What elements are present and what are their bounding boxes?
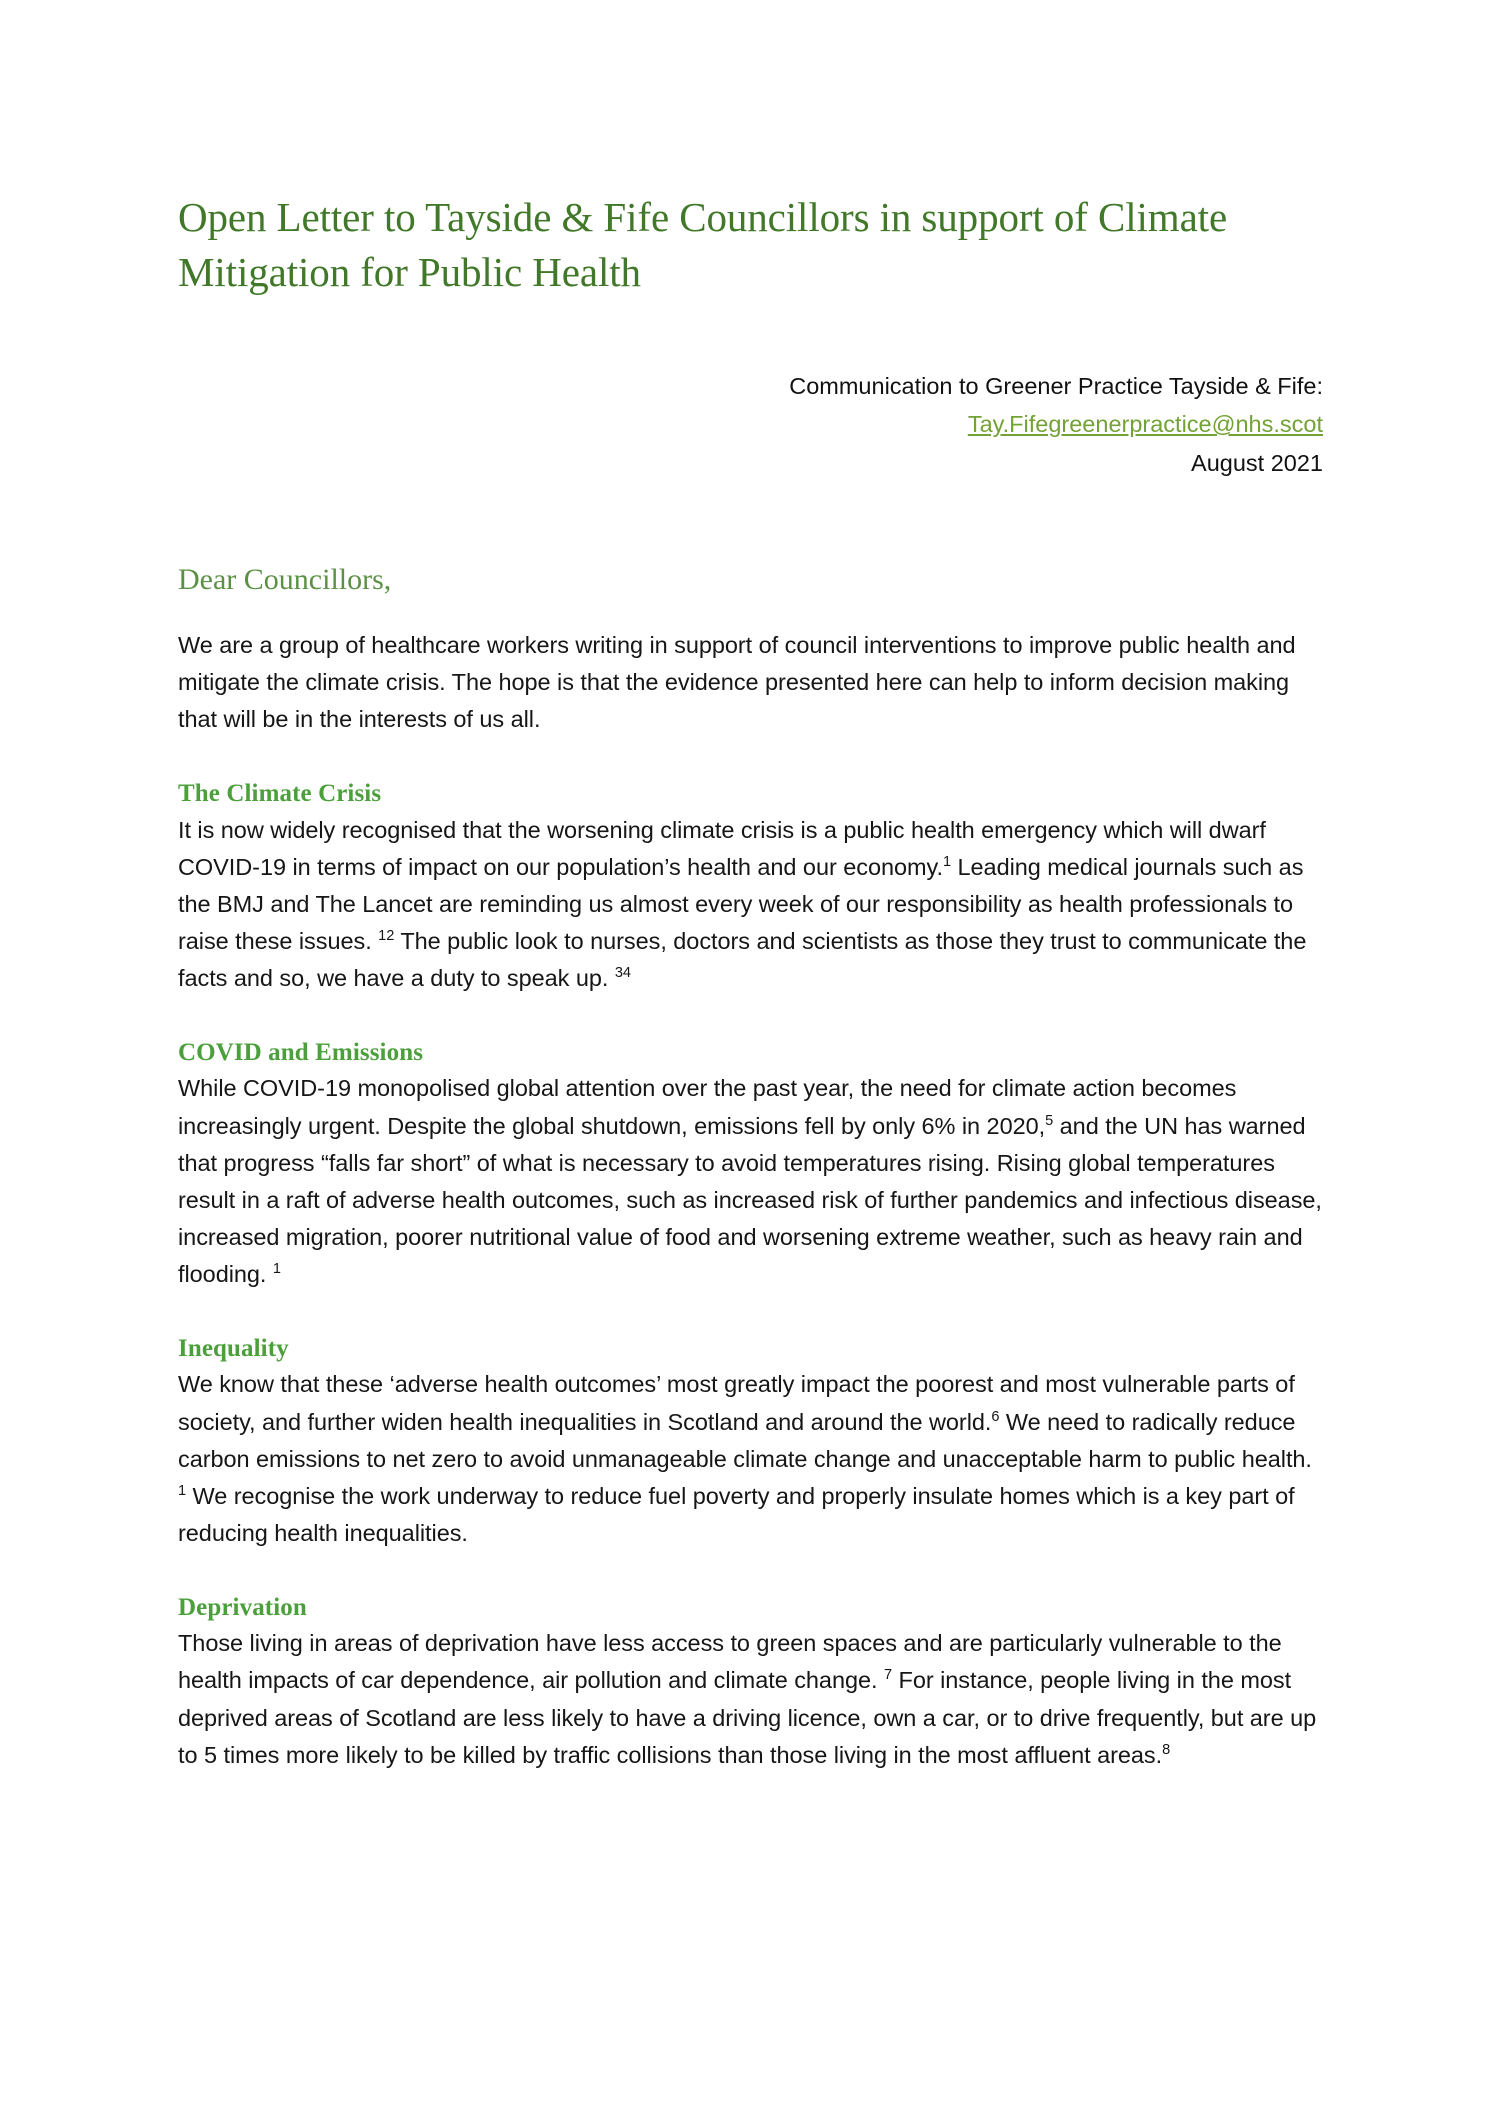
footnote-ref: 1 — [942, 853, 952, 870]
footnote-ref: 1 — [272, 1261, 281, 1278]
page-title: Open Letter to Tayside & Fife Councillors in support of Climate Mitigation for Public Health — [178, 194, 1228, 295]
footnote-ref: 12 — [378, 928, 395, 945]
text-run: For instance, people living in the most deprived areas of Scotland are less likely to have a driving licence, own a car, or to drive frequently, but are up to 5 times more likely to be killed by traffic collisions than those living in the most affluent areas. — [178, 1667, 1317, 1768]
section-heading-inequality: Inequality — [178, 1335, 289, 1363]
communication-date: August 2021 — [1191, 449, 1323, 476]
text-run: Leading medical journals such as the BMJ and The Lancet are reminding us almost every week of our responsibility as health professionals to raise these issues. — [178, 853, 1304, 954]
footnote-ref: 5 — [1045, 1112, 1054, 1129]
text-run: Those living in areas of deprivation have less access to green spaces and are particularly vulnerable to the health impacts of car dependence, air pollution and climate change. — [178, 1630, 1282, 1694]
text-run: While COVID-19 monopolised global attention over the past year, the need for climate action becomes increasingly urgent. Despite the global shutdown, emissions fell by only 6% in 2020, — [178, 1075, 1237, 1139]
section-heading-deprivation: Deprivation — [178, 1594, 307, 1622]
section-heading-covid-and-emissions: COVID and Emissions — [178, 1039, 424, 1067]
communication-email-line — [178, 405, 1323, 443]
text-run: The public look to nurses, doctors and scientists as those they trust to communicate the facts and so, we have a duty to speak up. — [178, 927, 1307, 992]
text-run: We know that these ‘adverse health outcomes’ most greatly impact the poorest and most vulnerable parts of society, and further widen health inequalities in Scotland and around the world. — [178, 1371, 1295, 1435]
section-body-deprivation — [178, 1625, 1323, 1774]
footnote-ref: 1 — [178, 1482, 187, 1499]
footnote-ref: 7 — [883, 1667, 893, 1684]
email-link[interactable]: Tay.Fifegreenerpractice@nhs.scot — [967, 411, 1323, 438]
intro-paragraph: We are a group of healthcare workers writing in support of council interventions to improve public health and mitigate the climate crisis. The hope is that the evidence presented here can help to inform decision making that will be in the interests of us all. — [178, 631, 1296, 733]
section-body-climate-crisis — [178, 812, 1323, 998]
footnote-ref: 34 — [614, 965, 631, 982]
document-content — [178, 190, 1323, 1797]
salutation: Dear Councillors, — [178, 562, 392, 596]
communication-block — [178, 367, 1323, 482]
text-run: and the UN has warned that progress “falls far short” of what is necessary to avoid temperatures rising. Rising global temperatures result in a raft of adverse health outcomes, such as increased risk of further pandemics and infectious disease, increased migration, poorer nutritional value of food and worsening extreme weather, such as heavy rain and flooding. — [178, 1112, 1322, 1288]
section-heading-climate-crisis: The Climate Crisis — [178, 780, 382, 808]
text-run: We need to radically reduce carbon emissions to net zero to avoid unmanageable climate change and unacceptable harm to public health. — [178, 1408, 1312, 1472]
footnote-ref: 6 — [991, 1408, 1000, 1425]
text-run: We recognise the work underway to reduce fuel poverty and properly insulate homes which is a key part of reducing health inequalities. — [178, 1482, 1295, 1546]
communication-recipient: Communication to Greener Practice Tayside & Fife: — [789, 373, 1323, 400]
section-body-covid-and-emissions — [178, 1070, 1323, 1293]
section-body-inequality — [178, 1366, 1323, 1552]
footnote-ref: 8 — [1162, 1741, 1171, 1758]
text-run: It is now widely recognised that the worsening climate crisis is a public health emergency which will dwarf COVID-19 in terms of impact on our population’s health and our economy. — [178, 816, 1266, 880]
